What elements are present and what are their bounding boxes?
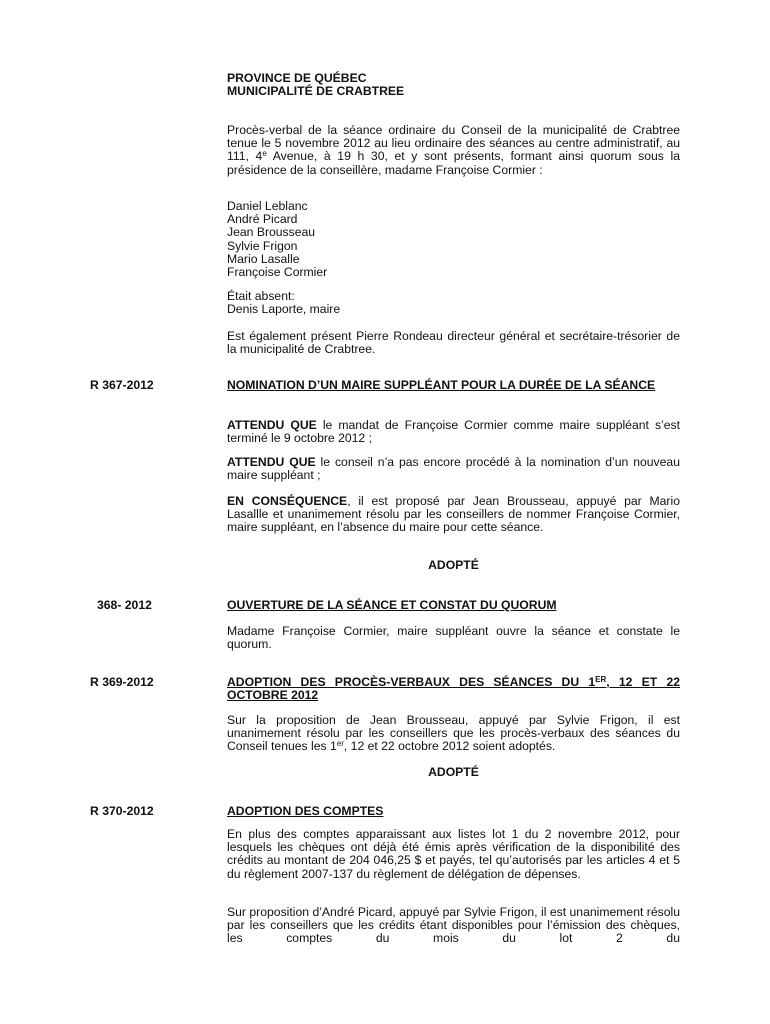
also-present-paragraph: Est également présent Pierre Rondeau directeur général et secrétaire-trésorier de la municipalité de Crabtree. (227, 329, 680, 357)
consequence-clause: EN CONSÉQUENCE, il est proposé par Jean Brousseau, appuyé par Mario Lasallle et unanimement résolu par les conseillers de nommer Françoise Cormier, maire suppléant, en l’absence du maire pour cette séance. (227, 494, 680, 535)
resolution-number: 368- 2012 (97, 598, 152, 612)
municipality-heading: MUNICIPALITÉ DE CRABTREE (227, 84, 405, 98)
resolution-text: Madame Françoise Cormier, maire suppléant ouvre la séance et constate le quorum. (227, 624, 680, 652)
whereas-clause: ATTENDU QUE le mandat de Françoise Cormier comme maire suppléant s’est terminé le 9 octobre 2012 ; (227, 418, 681, 446)
resolution-text: Sur la proposition de Jean Brousseau, appuyé par Sylvie Frigon, il est unanimement résolu par les conseillers que les procès-verbaux des séances du Conseil tenues les 1er, 12 et 22 octobre 2012 soient adoptés. (227, 713, 680, 754)
whereas-clause: ATTENDU QUE le conseil n’a pas encore procédé à la nomination d’un nouveau maire suppléant ; (227, 455, 680, 483)
resolution-title: ADOPTION DES PROCÈS-VERBAUX DES SÉANCES DU 1ER, 12 ET 22 OCTOBRE 2012 (227, 675, 680, 703)
resolution-title: OUVERTURE DE LA SÉANCE ET CONSTAT DU QUORUM (227, 598, 557, 612)
present-member: Sylvie Frigon (227, 238, 298, 253)
resolution-number: R 370-2012 (90, 804, 154, 818)
present-member: Mario Lasalle (227, 251, 300, 266)
resolution-title: ADOPTION DES COMPTES (227, 804, 384, 818)
absent-name: Denis Laporte, maire (227, 302, 341, 316)
present-member: Daniel Leblanc (227, 199, 308, 213)
present-member: Jean Brousseau (227, 225, 316, 240)
absent-label: Était absent: (227, 289, 295, 303)
present-member: Françoise Cormier (227, 264, 328, 279)
province-heading: PROVINCE DE QUÉBEC (227, 71, 367, 85)
resolution-number: R 369-2012 (90, 675, 154, 689)
resolution-number: R 367-2012 (90, 378, 154, 392)
present-member: André Picard (227, 212, 298, 227)
resolution-text: Sur proposition d’André Picard, appuyé par Sylvie Frigon, il est unanimement résolu par les conseillers que les crédits étant disponibles pour l’émission des chèques, les comptes du mois du lot 2 du (227, 905, 680, 946)
present-list (227, 200, 680, 279)
resolution-text: En plus des comptes apparaissant aux listes lot 1 du 2 novembre 2012, pour lesquels les chèques ont déjà été émis après vérification de la disponibilité des crédits au montant de 204 046,25 $ et payés, tel qu’autorisés par les articles 4 et 5 du règlement 2007-137 du règlement de délégation de dépenses. (227, 827, 680, 881)
intro-paragraph: Procès-verbal de la séance ordinaire du Conseil de la municipalité de Crabtree tenue le 5 novembre 2012 au lieu ordinaire des séances au centre administratif, au 111, 4e Avenue, à 19 h 30, et y sont présents, formant ainsi quorum sous la présidence de la conseillère, madame Françoise Cormier : (227, 123, 680, 177)
resolution-title: NOMINATION D’UN MAIRE SUPPLÉANT POUR LA DURÉE DE LA SÉANCE (227, 378, 656, 392)
adopted-label: ADOPTÉ (428, 765, 479, 779)
adopted-label: ADOPTÉ (428, 558, 479, 572)
